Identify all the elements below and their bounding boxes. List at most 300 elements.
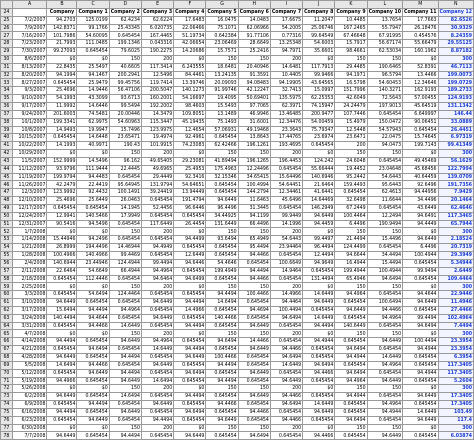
cell-value[interactable]: 45.6496 [270, 197, 302, 205]
cell-value[interactable]: 199.4949 [206, 267, 238, 275]
cell-value[interactable]: 0.645454 [206, 189, 238, 197]
row-number[interactable]: 46 [1, 181, 13, 189]
cell-value[interactable]: 21.7993 [47, 40, 77, 48]
cell-value[interactable]: 94.4494 [77, 306, 109, 314]
cell-value[interactable]: 97.7065 [238, 102, 270, 110]
cell-value[interactable]: 13.1489 [206, 110, 238, 118]
cell-value[interactable]: 0.645454 [174, 377, 206, 385]
cell-value[interactable]: 14.6449 [303, 314, 335, 322]
cell-value[interactable]: 100.4494 [270, 306, 302, 314]
cell-value[interactable]: 14.9446 [77, 87, 109, 95]
cell-value[interactable]: 65.4946 [335, 275, 367, 283]
cell-value[interactable]: $0 [77, 150, 109, 158]
cell-value[interactable]: 94.4499 [174, 236, 206, 244]
column-header-j[interactable]: J [303, 1, 335, 9]
cell-value[interactable]: 90.06451 [403, 118, 438, 126]
row-number[interactable]: 42 [1, 150, 13, 158]
cell-value[interactable]: 94.4494 [206, 291, 238, 299]
cell-value[interactable]: 0.645454 [270, 165, 302, 173]
cell-value[interactable]: 13.25348 [270, 40, 302, 48]
cell-value[interactable]: $0 [174, 385, 206, 393]
column-header-n[interactable]: N [438, 1, 473, 9]
cell-value[interactable]: 94.6449 [238, 346, 270, 354]
row-number[interactable]: 70 [1, 369, 13, 377]
cell-date[interactable]: 7/2/2007 [12, 16, 47, 24]
cell-value[interactable]: 66.4944 [109, 267, 141, 275]
cell-value[interactable]: 150 [206, 424, 238, 432]
cell-value[interactable]: 12.4494 [303, 252, 335, 260]
cell-value[interactable]: 11.6644 [367, 197, 402, 205]
cell-company-header[interactable]: Company 11 [404, 8, 437, 15]
cell-company-header[interactable]: Company 3 [142, 8, 173, 15]
cell-value[interactable]: 94.4494 [109, 353, 141, 361]
cell-value[interactable]: 150 [367, 55, 402, 63]
cell-value[interactable]: 25.06746 [303, 24, 335, 32]
cell-value[interactable]: 45.68456 [403, 165, 438, 173]
cell-value[interactable]: 50.69401 [238, 95, 270, 103]
cell-value[interactable]: 55.66479 [403, 40, 438, 48]
cell-value[interactable]: 94.4466 [303, 432, 335, 440]
cell-value[interactable]: 94.4464 [270, 299, 302, 307]
cell-value[interactable]: 150 [109, 385, 141, 393]
cell-value[interactable]: 150 [109, 330, 141, 338]
cell-value[interactable]: 94.4964 [335, 291, 367, 299]
cell-value[interactable]: 19.4452 [335, 165, 367, 173]
cell-value[interactable]: 16.4944 [335, 259, 367, 267]
cell-value[interactable]: 54.57943 [367, 126, 402, 134]
cell-value[interactable]: 94.7971 [270, 48, 302, 56]
cell-value[interactable]: 200 [141, 150, 173, 158]
cell-value[interactable]: 94.4964 [367, 361, 402, 369]
cell-value[interactable]: 0.645454 [403, 377, 438, 385]
cell-value[interactable]: 94.4466 [238, 275, 270, 283]
cell-value[interactable]: 131.4494 [303, 275, 335, 283]
cell-value[interactable]: 94.4466 [206, 401, 238, 409]
cell-value[interactable]: 0.043316 [141, 40, 173, 48]
cell-value[interactable]: 14.1945 [109, 204, 141, 212]
cell-value[interactable]: 62.25353 [303, 95, 335, 103]
cell-value[interactable]: $0 [47, 150, 77, 158]
cell-value[interactable]: 0.645454 [174, 416, 206, 424]
cell-value[interactable]: 140.6944 [47, 259, 77, 267]
cell-value[interactable]: 94.6494 [335, 369, 367, 377]
cell-value[interactable]: 22.06466 [174, 24, 206, 32]
cell-value[interactable]: 13.94449 [174, 189, 206, 197]
cell-date[interactable]: 4/21/2008 [12, 346, 47, 354]
cell-value[interactable]: 62.6224 [141, 16, 173, 24]
cell-value[interactable]: 14.6494 [206, 299, 238, 307]
cell-value[interactable]: 101.9915 [141, 142, 173, 150]
cell-value[interactable]: 95.6443 [367, 181, 402, 189]
cell-value[interactable]: 0.645454 [238, 361, 270, 369]
cell-value[interactable]: 94.4964 [141, 338, 173, 346]
cell-value[interactable]: 0.645454 [403, 361, 438, 369]
cell-value[interactable]: 14.6449 [270, 361, 302, 369]
cell-selected[interactable]: 300 [438, 385, 473, 393]
cell-value[interactable]: 152.9999 [47, 157, 77, 165]
cell-value[interactable]: 0.645454 [174, 401, 206, 409]
cell-value[interactable]: 99.27093 [47, 48, 77, 56]
row-number[interactable]: 72 [1, 385, 13, 393]
cell-company-header[interactable]: Company 6 [239, 8, 269, 15]
cell-value[interactable]: 12.24496 [238, 165, 270, 173]
column-header-c[interactable]: C [77, 1, 109, 9]
cell-value[interactable]: 96.4496 [206, 204, 238, 212]
cell-value[interactable]: 150 [367, 330, 402, 338]
cell-date[interactable]: 9/10/2007 [12, 95, 47, 103]
cell-value[interactable]: 0.645454 [77, 393, 109, 401]
cell-date[interactable]: 3/17/2008 [12, 306, 47, 314]
cell-value[interactable]: 26.4454 [174, 220, 206, 228]
cell-value[interactable]: 54.2005 [270, 24, 302, 32]
cell-value[interactable]: 0.645454 [174, 267, 206, 275]
cell-value[interactable]: 14.6449 [141, 346, 173, 354]
cell-value[interactable]: 0.645454 [303, 267, 335, 275]
cell-date[interactable]: 8/13/2007 [12, 63, 47, 71]
cell-value[interactable]: 135.5975 [270, 95, 302, 103]
cell-company-header[interactable]: Company 10 [368, 8, 402, 15]
cell-company-header[interactable]: Company 8 [304, 8, 334, 15]
cell-value[interactable]: 0.645454 [303, 142, 335, 150]
cell-value[interactable]: 197.9013 [367, 102, 402, 110]
cell-value[interactable]: 150 [206, 228, 238, 236]
row-number[interactable]: 65 [1, 330, 13, 338]
cell-value[interactable]: $0 [77, 55, 109, 63]
cell-selected[interactable]: 17.3405 [438, 393, 473, 401]
cell-value[interactable]: $0 [174, 228, 206, 236]
cell-selected[interactable]: 26.4451 [438, 126, 473, 134]
cell-value[interactable]: 0.645454 [335, 338, 367, 346]
cell-value[interactable]: 26.18476 [403, 24, 438, 32]
row-number[interactable]: 59 [1, 283, 13, 291]
cell-value[interactable]: 75.1071 [206, 24, 238, 32]
cell-date[interactable]: 2/4/2008 [12, 259, 47, 267]
cell-value[interactable]: 14.5496 [77, 157, 109, 165]
cell-value[interactable]: 94.6494 [206, 338, 238, 346]
cell-value[interactable]: 0.645454 [206, 408, 238, 416]
cell-value[interactable]: 15.6494 [47, 306, 77, 314]
row-number[interactable]: 63 [1, 314, 13, 322]
cell-selected[interactable]: 6.97319 [438, 134, 473, 142]
column-header-f[interactable]: F [174, 1, 206, 9]
cell-value[interactable]: 23.94464 [270, 244, 302, 252]
cell-value[interactable]: 94.6449 [367, 338, 402, 346]
cell-value[interactable]: 94.6449 [206, 416, 238, 424]
cell-value[interactable]: 74.5481 [77, 110, 109, 118]
cell-date[interactable]: 3/31/2008 [12, 322, 47, 330]
cell-value[interactable]: 0.645454 [238, 353, 270, 361]
cell-value[interactable]: 0.645454 [206, 369, 238, 377]
cell-value[interactable]: 99.5494 [109, 102, 141, 110]
cell-selected[interactable]: 103.49 [438, 408, 473, 416]
cell-value[interactable]: 199.7143 [403, 142, 438, 150]
cell-value[interactable]: 190.9494 [367, 220, 402, 228]
cell-value[interactable]: 34.65415 [238, 173, 270, 181]
cell-value[interactable]: 99.4469 [109, 252, 141, 260]
cell-company-header[interactable]: Company [47, 8, 77, 16]
cell-selected[interactable]: 109.4464 [438, 275, 473, 283]
cell-value[interactable]: 146.2949 [303, 204, 335, 212]
cell-selected[interactable]: 2.6449 [438, 267, 473, 275]
cell-value[interactable]: 32.15346 [206, 173, 238, 181]
cell-value[interactable]: 159.4493 [335, 181, 367, 189]
cell-value[interactable]: 0.645454 [270, 369, 302, 377]
cell-value[interactable]: $0 [47, 55, 77, 63]
cell-value[interactable]: 99.4494 [141, 259, 173, 267]
cell-value[interactable]: 199.1346 [109, 40, 141, 48]
cell-value[interactable]: 94.4494 [206, 377, 238, 385]
cell-value[interactable]: 0.645454 [141, 197, 173, 205]
row-number[interactable]: 67 [1, 346, 13, 354]
cell-selected[interactable]: 62.4646 [438, 204, 473, 212]
cell-value[interactable]: 96.5794 [367, 71, 402, 79]
cell-value[interactable]: 99.9449 [270, 212, 302, 220]
cell-value[interactable]: 99.1766 [77, 24, 109, 32]
cell-selected[interactable]: 27.4466 [438, 306, 473, 314]
cell-value[interactable]: 200.2941 [109, 71, 141, 79]
cell-value[interactable]: 0.645454 [403, 275, 438, 283]
cell-value[interactable]: 94.6494 [403, 322, 438, 330]
cell-value[interactable]: 0.645454 [270, 275, 302, 283]
cell-date[interactable]: 1/28/2008 [12, 252, 47, 260]
cell-value[interactable]: 62.4234 [109, 16, 141, 24]
cell-value[interactable]: 94.4944 [335, 353, 367, 361]
cell-value[interactable]: 0.645454 [335, 401, 367, 409]
cell-date[interactable]: 2/11/2008 [12, 267, 47, 275]
cell-value[interactable]: 94.6494 [335, 346, 367, 354]
cell-selected[interactable]: 65.7944 [438, 220, 473, 228]
cell-value[interactable]: 66.4496 [238, 220, 270, 228]
cell-value[interactable]: 15.74645 [403, 134, 438, 142]
row-number[interactable]: 40 [1, 134, 13, 142]
cell-date[interactable]: 7/16/2007 [12, 32, 47, 40]
cell-value[interactable]: 94.1994 [47, 71, 77, 79]
cell-value[interactable]: 94.6494 [367, 275, 402, 283]
cell-date[interactable]: 4/7/2008 [12, 330, 47, 338]
cell-value[interactable]: 12.5448 [335, 126, 367, 134]
cell-value[interactable]: 94.6449 [403, 299, 438, 307]
cell-value[interactable]: 72.5643 [367, 95, 402, 103]
cell-date[interactable]: 5/26/2008 [12, 385, 47, 393]
cell-value[interactable]: 94.4466 [270, 346, 302, 354]
cell-value[interactable]: 0.645454 [335, 432, 367, 440]
cell-value[interactable]: 24.24479 [335, 102, 367, 110]
cell-value[interactable]: 0.645454 [335, 299, 367, 307]
cell-value[interactable]: 18.6481 [206, 63, 238, 71]
cell-value[interactable]: 150 [335, 330, 367, 338]
cell-value[interactable]: 0.645454 [367, 416, 402, 424]
cell-selected[interactable]: 22.9446 [438, 291, 473, 299]
cell-value[interactable]: $0 [403, 385, 438, 393]
cell-value[interactable]: 14.1996 [270, 220, 302, 228]
select-all-corner[interactable] [1, 1, 13, 9]
cell-value[interactable]: 0.645454 [141, 236, 173, 244]
cell-value[interactable]: 43.6449 [403, 204, 438, 212]
cell-date[interactable]: 7/9/2007 [12, 24, 47, 32]
cell-value[interactable]: 0.645454 [109, 220, 141, 228]
cell-value[interactable]: 75.79347 [303, 126, 335, 134]
cell-value[interactable]: 14.9464 [270, 267, 302, 275]
cell-value[interactable]: 13.7654 [367, 16, 402, 24]
cell-value[interactable]: 49.6965 [141, 165, 173, 173]
cell-value[interactable]: 100.4466 [238, 291, 270, 299]
cell-date[interactable]: 12/31/2007 [12, 220, 47, 228]
cell-value[interactable]: 57.06931 [206, 126, 238, 134]
cell-value[interactable]: 94.4944 [403, 346, 438, 354]
cell-date[interactable]: 8/27/2007 [12, 79, 47, 87]
cell-value[interactable]: 10.4485 [335, 16, 367, 24]
cell-value[interactable]: 94.6494 [270, 314, 302, 322]
cell-selected[interactable]: 117.4 [438, 416, 473, 424]
cell-value[interactable]: 0.645454 [270, 322, 302, 330]
cell-value[interactable]: 0.645454 [141, 291, 173, 299]
cell-value[interactable]: 0.645454 [270, 252, 302, 260]
cell-date[interactable]: 6/16/2008 [12, 408, 47, 416]
cell-value[interactable]: 0.645454 [403, 126, 438, 134]
row-number[interactable]: 51 [1, 220, 13, 228]
cell-value[interactable]: 100.4494 [403, 338, 438, 346]
cell-selected[interactable]: 33.0889 [438, 118, 473, 126]
cell-date[interactable]: 10/8/2007 [12, 126, 47, 134]
cell-value[interactable]: 0.645454 [335, 189, 367, 197]
cell-selected[interactable]: 11.4946 [438, 299, 473, 307]
cell-value[interactable]: 0.645454 [206, 134, 238, 142]
cell-value[interactable]: 0.645454 [303, 306, 335, 314]
cell-value[interactable]: 54.60963 [109, 118, 141, 126]
cell-value[interactable]: 0.645454 [109, 401, 141, 409]
cell-value[interactable]: 150 [367, 283, 402, 291]
cell-value[interactable]: 94.0473 [367, 142, 402, 150]
cell-value[interactable]: 12.6449 [174, 252, 206, 260]
cell-value[interactable]: 19.9947 [77, 126, 109, 134]
row-number[interactable]: 60 [1, 291, 13, 299]
cell-value[interactable]: 11.2047 [303, 16, 335, 24]
cell-value[interactable]: 75.1493 [206, 118, 238, 126]
cell-value[interactable]: 140.6946 [303, 173, 335, 181]
cell-value[interactable]: 96.6446 [174, 204, 206, 212]
cell-value[interactable]: 94.4964 [335, 377, 367, 385]
cell-selected[interactable]: 102.4964 [438, 314, 473, 322]
cell-value[interactable]: $0 [77, 283, 109, 291]
cell-value[interactable]: 0.645454 [109, 236, 141, 244]
cell-value[interactable]: 200.5047 [141, 87, 173, 95]
row-number[interactable]: 26 [1, 24, 13, 32]
cell-value[interactable]: 0.454576 [403, 32, 438, 40]
cell-selected[interactable]: 17.3405 [438, 401, 473, 409]
cell-value[interactable]: 0.645454 [109, 314, 141, 322]
cell-value[interactable]: 13.24135 [206, 71, 238, 79]
cell-selected[interactable]: 300 [438, 150, 473, 158]
cell-value[interactable]: 190.2275 [141, 48, 173, 56]
cell-value[interactable]: 21.6464 [303, 181, 335, 189]
cell-value[interactable]: 94.6449 [77, 369, 109, 377]
cell-value[interactable]: 94.4494 [206, 361, 238, 369]
cell-value[interactable]: 0.645454 [367, 110, 402, 118]
cell-value[interactable]: 14.6494 [141, 377, 173, 385]
cell-value[interactable]: 13.8643 [238, 134, 270, 142]
cell-value[interactable]: 54.6443 [270, 236, 302, 244]
cell-value[interactable]: 0.645454 [335, 314, 367, 322]
cell-value[interactable]: 140.6449 [335, 322, 367, 330]
cell-value[interactable]: 94.6449 [47, 353, 77, 361]
cell-value[interactable]: 52.8391 [403, 63, 438, 71]
cell-value[interactable]: 150 [335, 228, 367, 236]
cell-value[interactable]: 22.8435 [47, 63, 77, 71]
cell-value[interactable]: 123.9975 [141, 126, 173, 134]
cell-selected[interactable]: 5.34944 [438, 259, 473, 267]
cell-value[interactable]: 131.9794 [141, 181, 173, 189]
cell-value[interactable]: 0.645454 [335, 361, 367, 369]
cell-value[interactable]: 15.7571 [206, 48, 238, 56]
cell-value[interactable]: 160.1962 [403, 48, 438, 56]
cell-value[interactable]: 56.67174 [367, 40, 402, 48]
cell-date[interactable]: 1/14/2008 [12, 236, 47, 244]
row-number[interactable]: 57 [1, 267, 13, 275]
cell-date[interactable]: 5/19/2008 [12, 377, 47, 385]
cell-value[interactable]: 94.4966 [47, 377, 77, 385]
cell-value[interactable]: 14.9493 [47, 126, 77, 134]
cell-value[interactable]: 54.16697 [174, 95, 206, 103]
cell-value[interactable]: 150 [238, 424, 270, 432]
cell-value[interactable]: 94.6449 [238, 369, 270, 377]
cell-value[interactable]: 93.9796 [47, 165, 77, 173]
cell-value[interactable]: 150 [367, 228, 402, 236]
cell-value[interactable]: 17.6483 [174, 16, 206, 24]
cell-selected[interactable]: 300 [438, 283, 473, 291]
cell-selected[interactable]: 5.2604 [438, 377, 473, 385]
cell-value[interactable]: 190.43 [109, 142, 141, 150]
cell-value[interactable]: 45.19435 [174, 118, 206, 126]
cell-value[interactable]: 0.645454 [77, 377, 109, 385]
cell-value[interactable]: 99.45756 [109, 79, 141, 87]
cell-value[interactable]: 15.4979 [335, 118, 367, 126]
cell-value[interactable]: 94.6494 [174, 369, 206, 377]
cell-value[interactable]: $0 [174, 330, 206, 338]
cell-value[interactable]: 95.4494 [238, 244, 270, 252]
row-number[interactable]: 38 [1, 118, 13, 126]
cell-value[interactable]: 19.4974 [141, 134, 173, 142]
cell-value[interactable]: 111.9444 [77, 165, 109, 173]
row-number[interactable]: 75 [1, 408, 13, 416]
cell-value[interactable]: 140.4966 [77, 252, 109, 260]
cell-date[interactable]: 3/24/2008 [12, 314, 47, 322]
cell-value[interactable]: 25.6449 [77, 197, 109, 205]
cell-value[interactable]: 91.99746 [206, 87, 238, 95]
column-header-e[interactable]: E [141, 1, 173, 9]
cell-value[interactable]: 0.645454 [403, 401, 438, 409]
cell-value[interactable]: 94.4494 [141, 416, 173, 424]
cell-value[interactable]: 93.6494 [206, 236, 238, 244]
cell-value[interactable]: 0.645454 [335, 408, 367, 416]
cell-value[interactable]: 15.7917 [335, 40, 367, 48]
cell-value[interactable]: 201.6003 [47, 110, 77, 118]
cell-value[interactable]: 0.645454 [206, 275, 238, 283]
cell-value[interactable]: 92.4961 [174, 134, 206, 142]
cell-value[interactable]: 100.1491 [109, 189, 141, 197]
cell-value[interactable]: 94.4964 [109, 306, 141, 314]
cell-value[interactable]: 94.4944 [403, 369, 438, 377]
cell-value[interactable]: 200 [270, 228, 302, 236]
cell-value[interactable]: 150 [109, 55, 141, 63]
cell-value[interactable]: 192.2002 [141, 102, 173, 110]
row-number[interactable]: 29 [1, 48, 13, 56]
column-header-i[interactable]: I [270, 1, 302, 9]
cell-value[interactable]: 32.6498 [335, 197, 367, 205]
cell-value[interactable]: 25.9479 [77, 79, 109, 87]
cell-value[interactable]: 150 [335, 55, 367, 63]
row-number[interactable]: 64 [1, 322, 13, 330]
cell-value[interactable]: 94.6494 [303, 361, 335, 369]
